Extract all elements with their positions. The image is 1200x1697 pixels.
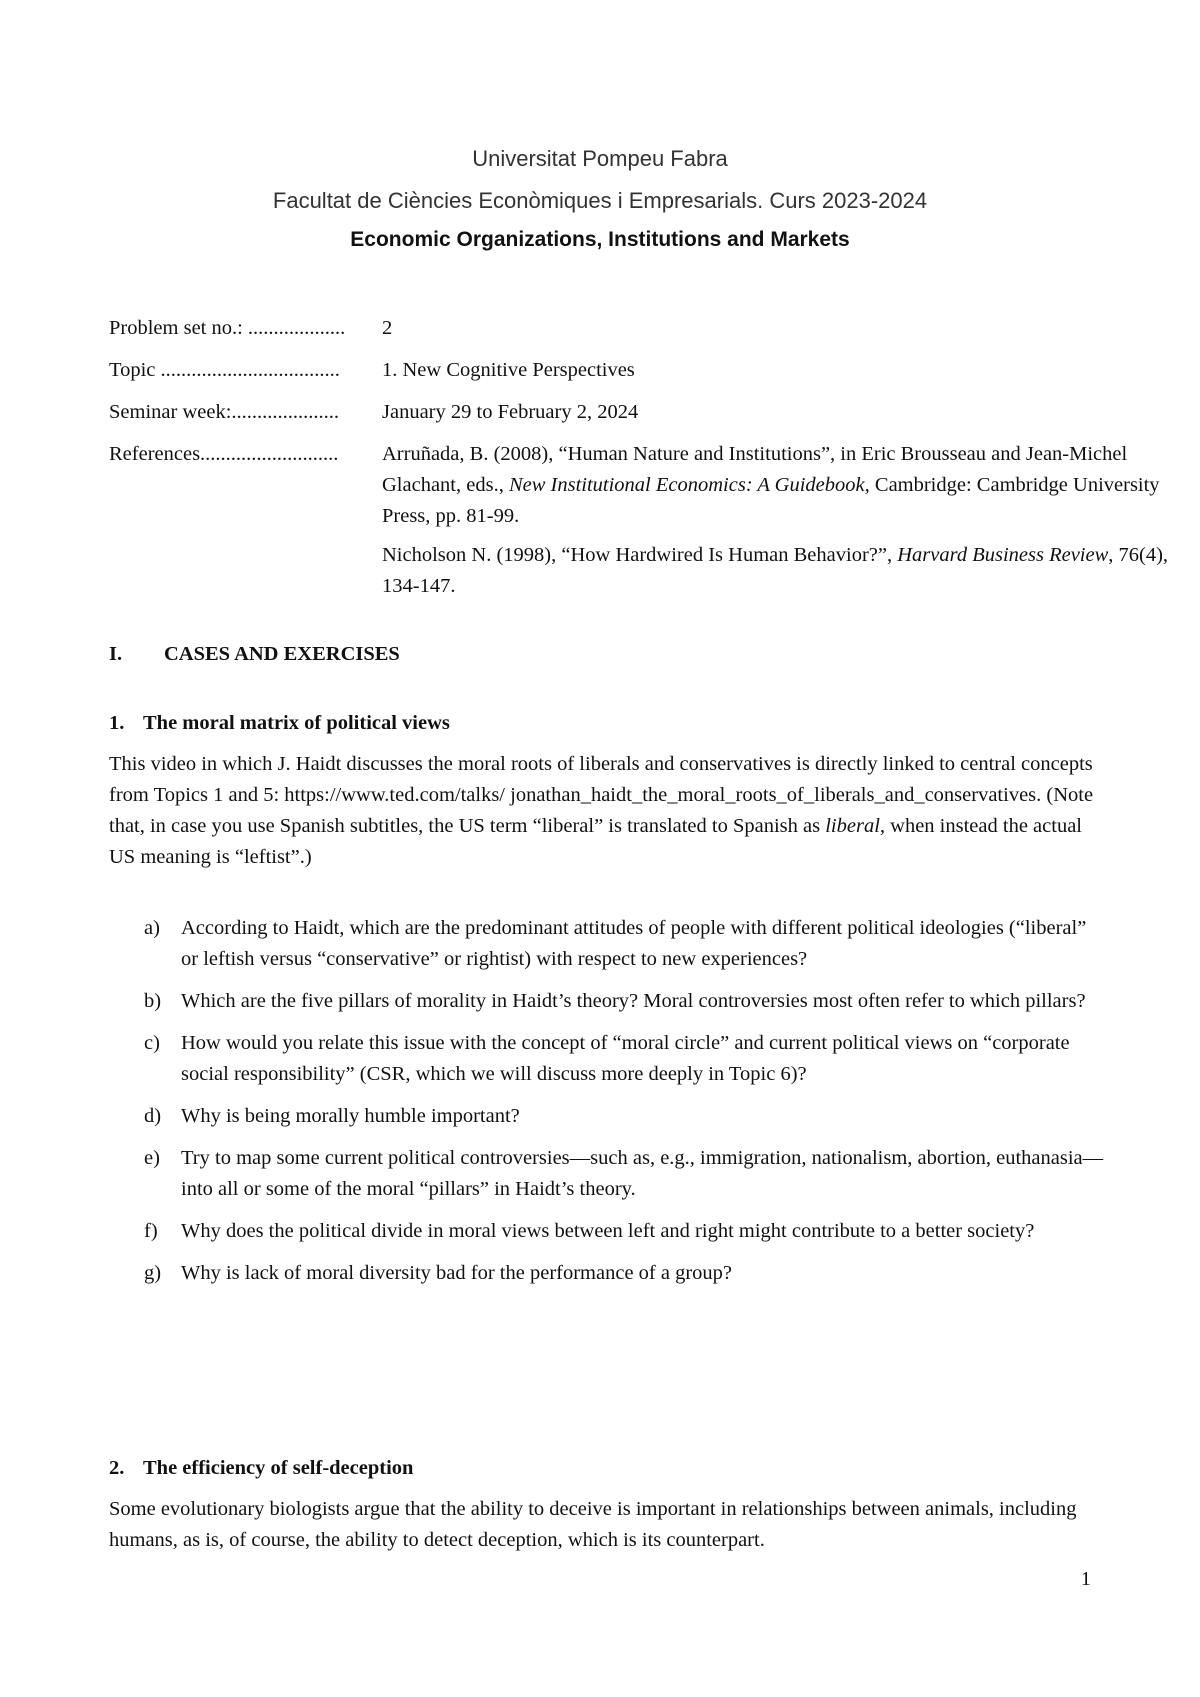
question-1-number: 1. xyxy=(109,712,125,734)
item-letter: e) xyxy=(144,1147,160,1169)
reference-nicholson-journal: Harvard Business Review xyxy=(897,544,1109,566)
topic-label: Topic ................................... xyxy=(109,359,340,381)
reference-arrunada-publisher: Cambridge: Cambridge University Press, pp. 81-99. xyxy=(382,474,1160,527)
course-title: Economic Organizations, Institutions and Markets xyxy=(350,228,850,251)
item-text: Which are the five pillars of morality in Haidt’s theory? Moral controversies most often refer to which pillars? xyxy=(181,990,1086,1012)
list-item-f xyxy=(109,1216,1104,1247)
item-text: Why does the political divide in moral views between left and right might contribute to a better society? xyxy=(181,1220,1035,1242)
reference-nicholson-pages: , 76(4), 134-147. xyxy=(382,544,1169,597)
question-2-title: The efficiency of self-deception xyxy=(143,1457,414,1479)
seminar-week-label: Seminar week:..................... xyxy=(109,401,340,423)
item-text: How would you relate this issue with the concept of “moral circle” and current political views on “corporate social responsibility” (CSR, which we will discuss more deeply in Topic 6)? xyxy=(181,1032,1070,1085)
references-label: References........................... xyxy=(109,443,339,465)
question-1-intro-end: , when instead the actual US meaning is “leftist”.) xyxy=(109,815,1082,868)
list-item-g xyxy=(109,1258,1104,1289)
item-letter: a) xyxy=(144,917,160,939)
item-letter: c) xyxy=(144,1032,160,1054)
question-2-intro: Some evolutionary biologists argue that the ability to deceive is important in relationships between animals, including humans, as is, of course, the ability to detect deception, which is its counterpart. xyxy=(109,1498,1077,1551)
item-letter: b) xyxy=(144,990,162,1012)
university-name: Universitat Pompeu Fabra xyxy=(472,146,728,171)
section-number: I. xyxy=(109,643,123,665)
reference-arrunada-book: New Institutional Economics: A Guidebook, xyxy=(508,474,870,496)
section-title: CASES AND EXERCISES xyxy=(164,643,400,665)
faculty-line: Facultat de Ciències Econòmiques i Empresarials. Curs 2023-2024 xyxy=(272,188,928,213)
item-text: Try to map some current political controversies—such as, e.g., immigration, nationalism, abortion, euthanasia—into all or some of the moral “pillars” in Haidt’s theory. xyxy=(181,1147,1104,1200)
section-heading xyxy=(109,643,400,666)
reference-nicholson xyxy=(382,540,1200,602)
page-number: 1 xyxy=(1080,1568,1091,1590)
question-1-heading xyxy=(109,712,450,735)
list-item-a xyxy=(109,913,1104,975)
reference-nicholson-text: Nicholson N. (1998), “How Hardwired Is Human Behavior?”, xyxy=(382,544,898,566)
question-2-heading xyxy=(109,1457,413,1480)
problem-set-label: Problem set no.: ................... xyxy=(109,317,346,339)
question-1-intro xyxy=(109,749,1104,873)
item-text: Why is lack of moral diversity bad for the performance of a group? xyxy=(181,1262,733,1284)
item-text: According to Haidt, which are the predominant attitudes of people with different political ideologies (“liberal” or leftish versus “conservative” or rightist) with respect to new experiences? xyxy=(181,917,1087,970)
list-item-c xyxy=(109,1028,1104,1090)
seminar-week-value: January 29 to February 2, 2024 xyxy=(382,401,639,423)
item-letter: d) xyxy=(144,1105,162,1127)
question-1-intro-italic: liberal xyxy=(825,815,880,837)
list-item-d xyxy=(109,1101,1104,1132)
topic-value: 1. New Cognitive Perspectives xyxy=(382,359,635,381)
question-1-intro-text: This video in which J. Haidt discusses the moral roots of liberals and conservatives is directly linked to central concepts from Topics 1 and 5: https://www.ted.com/talks/ jonathan_haidt_the_moral_roots_of_liberals_and_conservatives. (Note that, in case you use Spanish subtitles, the US term “liberal” is translated to Spanish as xyxy=(109,753,1094,837)
reference-arrunada xyxy=(382,439,1200,532)
item-text: Why is being morally humble important? xyxy=(181,1105,520,1127)
list-item-b xyxy=(109,986,1104,1017)
references-list xyxy=(382,439,1200,610)
question-1-title: The moral matrix of political views xyxy=(143,712,450,734)
list-item-e xyxy=(109,1143,1104,1205)
item-letter: f) xyxy=(144,1220,158,1242)
problem-set-value: 2 xyxy=(382,317,393,339)
item-letter: g) xyxy=(144,1262,162,1284)
question-2-number: 2. xyxy=(109,1457,125,1479)
question-1-items xyxy=(109,913,1104,1300)
reference-arrunada-text: Arruñada, B. (2008), “Human Nature and Institutions”, in Eric Brousseau and Jean-Michel Glachant, eds., xyxy=(382,443,1128,496)
